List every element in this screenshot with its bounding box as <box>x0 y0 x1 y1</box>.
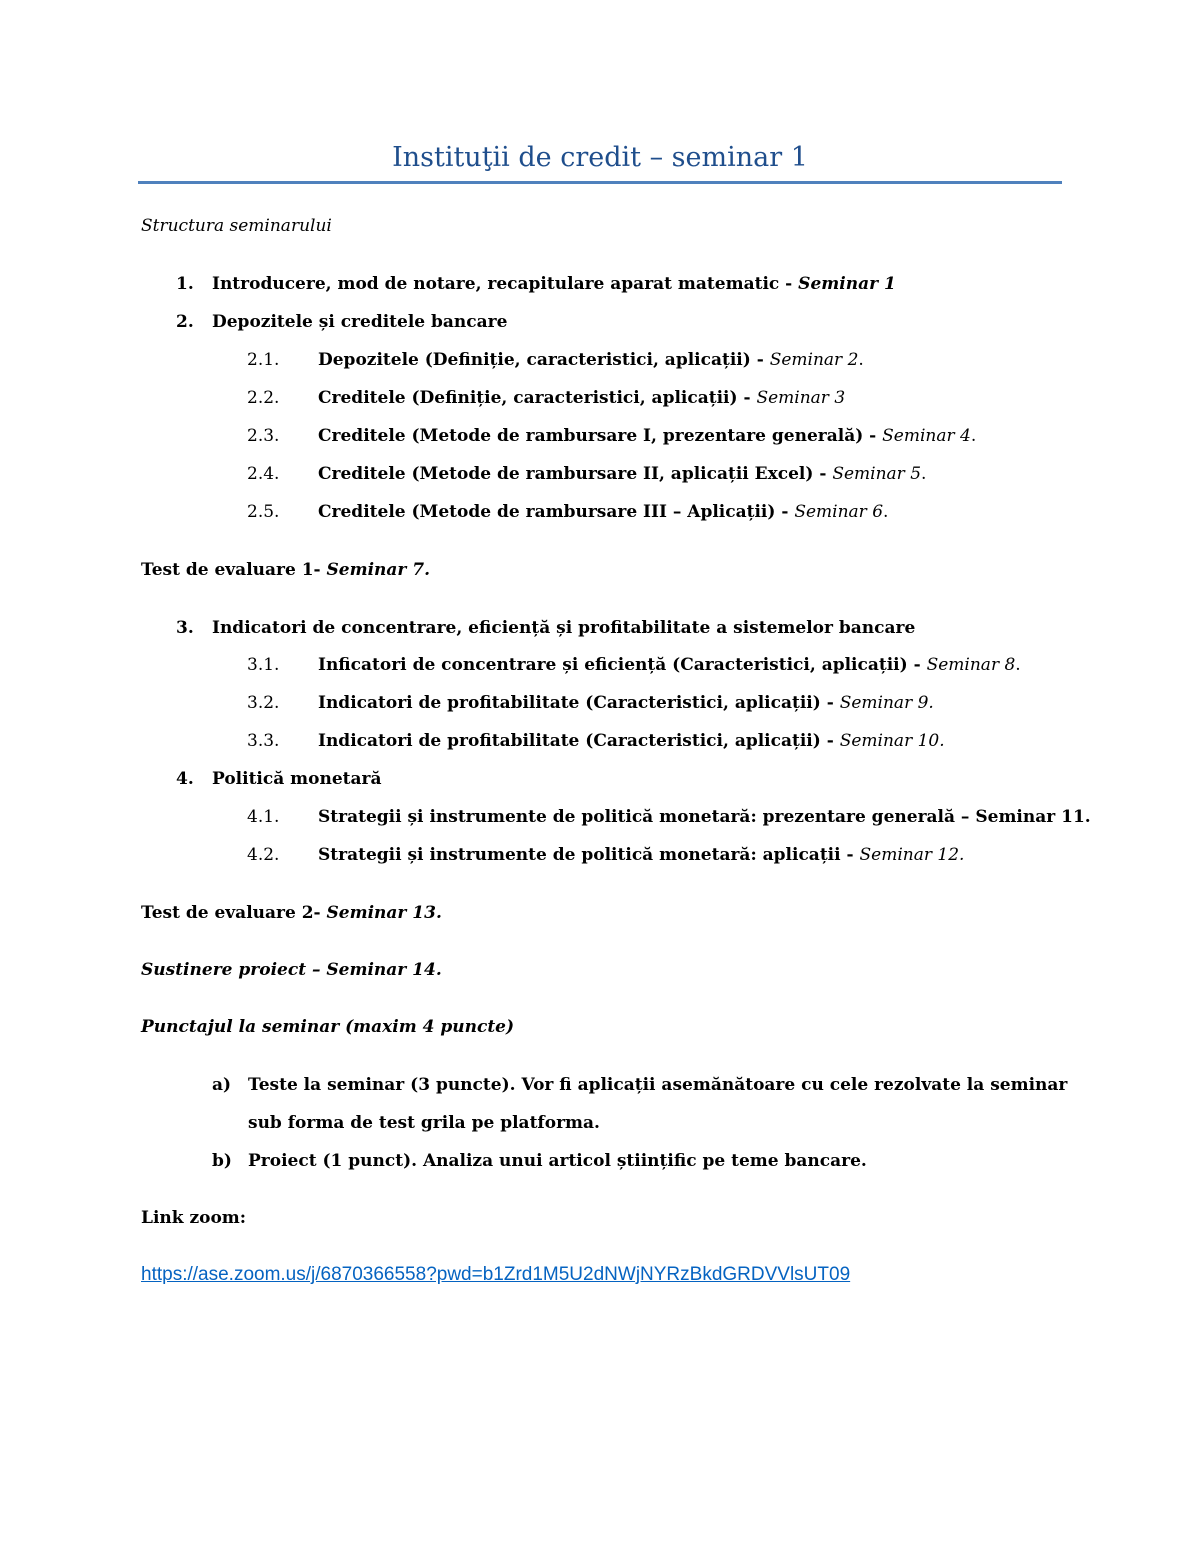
subitem-text: Creditele (Definiție, caracteristici, aplicații) - <box>318 388 757 408</box>
list-item-number: 3. <box>176 618 194 638</box>
seminar-ref: Seminar 4 <box>882 426 971 446</box>
subitem-tail: . <box>1015 655 1021 675</box>
subitem-number: 2.3. <box>247 426 280 446</box>
subitem-text: Depozitele (Definiție, caracteristici, aplicații) - <box>318 350 770 370</box>
seminar-ref: Seminar 2 <box>769 350 859 370</box>
subitem-number: 3.3. <box>247 731 280 751</box>
test-text: Test de evaluare 1- <box>141 560 327 580</box>
subitem-text: Strategii și instrumente de politică monetară: aplicații - <box>318 845 860 865</box>
subitem <box>318 350 864 370</box>
score-item-label: a) <box>212 1075 232 1095</box>
subitem-tail: . <box>921 464 927 484</box>
list-item-number: 4. <box>176 769 194 789</box>
link-label: Link zoom: <box>141 1208 247 1228</box>
subitem <box>318 388 845 408</box>
subitem-text: Creditele (Metode de rambursare I, prezentare generală) - <box>318 426 883 446</box>
subitem-text: Indicatori de profitabilitate (Caracteristici, aplicații) - <box>318 731 840 751</box>
subitem-text: Creditele (Metode de rambursare III – Aplicații) - <box>318 502 795 522</box>
list-item-number: 2. <box>176 312 194 332</box>
seminar-ref: Seminar 13. <box>326 903 442 923</box>
subitem-text: Inficatori de concentrare și eficiență (Caracteristici, aplicații) - <box>318 655 927 675</box>
seminar-ref: Seminar 10. <box>839 731 945 751</box>
list-item: Politică monetară <box>212 769 382 789</box>
list-item: Depozitele și creditele bancare <box>212 312 508 332</box>
document-title: Instituţii de credit – seminar 1 <box>392 142 808 173</box>
score-item-label: b) <box>212 1151 232 1171</box>
subitem-number: 4.2. <box>247 845 280 865</box>
subitem-number: 4.1. <box>247 807 280 827</box>
subitem <box>318 693 934 713</box>
subitem <box>318 655 1021 675</box>
subitem: Strategii și instrumente de politică monetară: prezentare generală – Seminar 11. <box>318 807 1091 827</box>
project-line: Sustinere proiect – Seminar 14. <box>141 960 442 980</box>
seminar-ref: Seminar 5 <box>832 464 922 484</box>
subitem-number: 2.4. <box>247 464 280 484</box>
section-subtitle: Structura seminarului <box>141 216 332 236</box>
title-underline <box>138 181 1062 184</box>
subitem-number: 3.1. <box>247 655 280 675</box>
subitem-number: 3.2. <box>247 693 280 713</box>
subitem-tail: . <box>858 350 864 370</box>
seminar-ref: Seminar 6 <box>794 502 884 522</box>
list-item <box>212 274 896 294</box>
subitem <box>318 731 945 751</box>
list-item-text: Introducere, mod de notare, recapitulare aparat matematic - <box>212 274 799 294</box>
list-item: Indicatori de concentrare, eficiență și profitabilitate a sistemelor bancare <box>212 618 916 638</box>
subitem-number: 2.2. <box>247 388 280 408</box>
test-evaluation-1 <box>141 560 430 580</box>
subitem <box>318 426 976 446</box>
list-item-number: 1. <box>176 274 194 294</box>
seminar-ref: Seminar 3 <box>756 388 846 408</box>
seminar-ref: Seminar 8 <box>926 655 1016 675</box>
score-item-text: Proiect (1 punct). Analiza unui articol științific pe teme bancare. <box>248 1151 867 1171</box>
subitem-number: 2.1. <box>247 350 280 370</box>
score-heading: Punctajul la seminar (maxim 4 puncte) <box>141 1017 515 1037</box>
subitem-tail: . <box>883 502 889 522</box>
seminar-ref: Seminar 7. <box>326 560 431 580</box>
seminar-ref: Seminar 1 <box>798 274 896 294</box>
test-evaluation-2 <box>141 903 442 923</box>
test-text: Test de evaluare 2- <box>141 903 327 923</box>
subitem-text: Indicatori de profitabilitate (Caracteristici, aplicații) - <box>318 693 840 713</box>
score-item-text-cont: sub forma de test grila pe platforma. <box>248 1113 600 1133</box>
subitem-text: Creditele (Metode de rambursare II, aplicații Excel) - <box>318 464 833 484</box>
subitem <box>318 502 888 522</box>
subitem <box>318 464 926 484</box>
seminar-ref: Seminar 9. <box>839 693 934 713</box>
subitem-number: 2.5. <box>247 502 280 522</box>
seminar-ref: Seminar 12. <box>859 845 965 865</box>
subitem-tail: . <box>970 426 977 446</box>
score-item-text: Teste la seminar (3 puncte). Vor fi aplicații asemănătoare cu cele rezolvate la seminar <box>248 1075 1068 1095</box>
zoom-link[interactable]: https://ase.zoom.us/j/6870366558?pwd=b1Zrd1M5U2dNWjNYRzBkdGRDVVlsUT09 <box>141 1264 851 1285</box>
subitem <box>318 845 964 865</box>
